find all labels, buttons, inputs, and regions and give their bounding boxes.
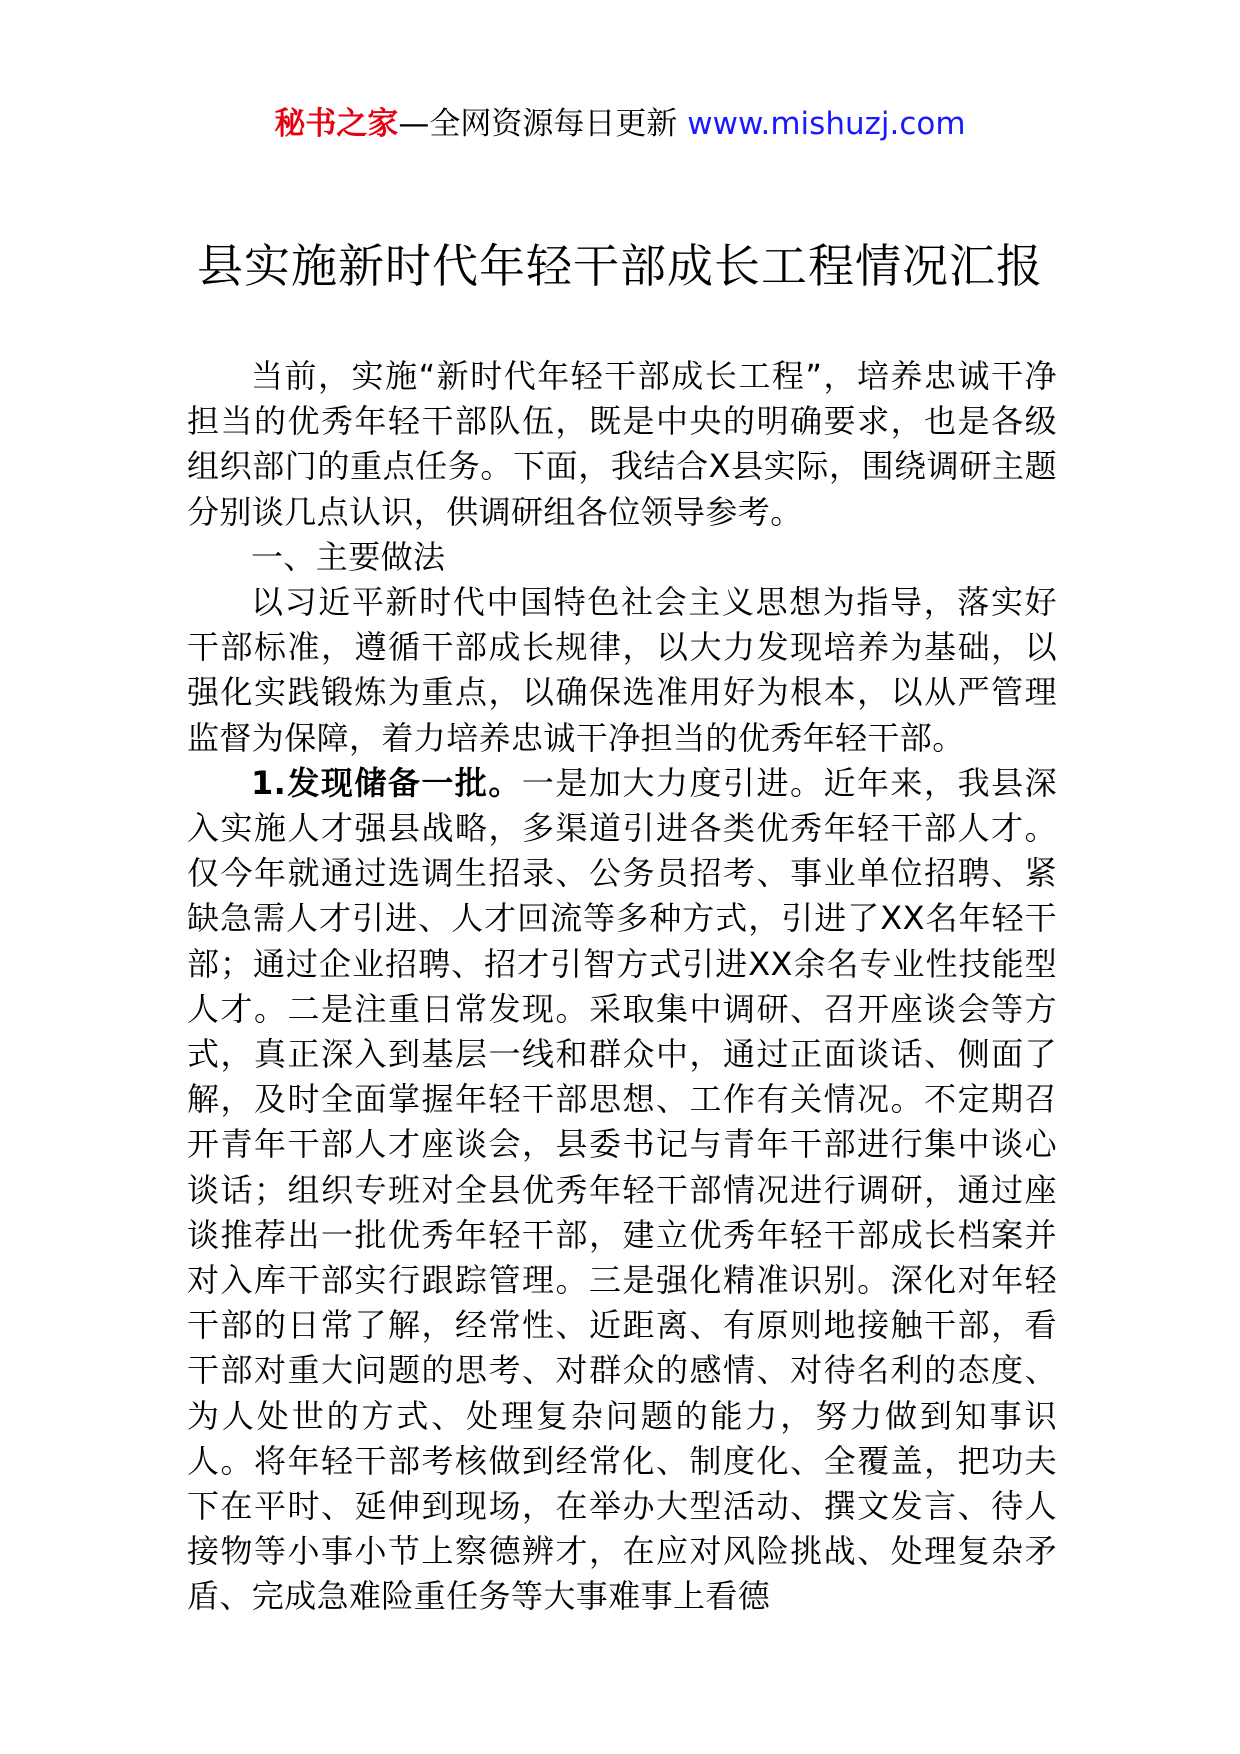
item-body: 一是加大力度引进。近年来，我县深入实施人才强县战略，多渠道引进各类优秀年轻干部人才。仅今年就通过选调生招录、公务员招考、事业单位招聘、紧缺急需人才引进、人才回流等多种方式，引进了XX名年轻干部；通过企业招聘、招才引智方式引进XX余名专业性技能型人才。二是注重日常发现。采取集中调研、召开座谈会等方式，真正深入到基层一线和群众中，通过正面谈话、侧面了解，及时全面掌握年轻干部思想、工作有关情况。不定期召开青年干部人才座谈会，县委书记与青年干部进行集中谈心谈话；组织专班对全县优秀年轻干部情况进行调研，通过座谈推荐出一批优秀年轻干部，建立优秀年轻干部成长档案并对入库干部实行跟踪管理。三是强化精准识别。深化对年轻干部的日常了解，经常性、近距离、有原则地接触干部，看干部对重大问题的思考、对群众的感情、对待名利的态度、为人处世的方式、处理复杂问题的能力，努力做到知事识人。将年轻干部考核做到经常化、制度化、全覆盖，把功夫下在平时、延伸到现场，在举办大型活动、撰文发言、待人接物等小事小节上察德辨才，在应对风险挑战、处理复杂矛盾、完成急难险重任务等大事难事上看德 [187,763,1057,1616]
document-body [187,354,1057,1620]
section-heading: 一、主要做法 [251,537,446,576]
section-summary-paragraph: 以习近平新时代中国特色社会主义思想为指导，落实好干部标准，遵循干部成长规律，以大力发现培养为基础，以强化实践锻炼为重点，以确保选准用好为根本，以从严管理监督为保障，着力培养忠诚干净担当的优秀年轻干部。 [187,583,1057,757]
site-header [0,104,1240,144]
site-brand: 秘书之家 [274,106,399,142]
site-slogan: —全网资源每日更新 [398,106,688,142]
document-title: 县实施新时代年轻干部成长工程情况汇报 [197,239,1043,293]
item-heading: 1.发现储备一批。 [251,763,522,802]
site-url-link[interactable]: www.mishuzj.com [687,106,966,142]
item-paragraph [187,761,1057,1620]
intro-paragraph: 当前，实施“新时代年轻干部成长工程”，培养忠诚干净担当的优秀年轻干部队伍，既是中央的明确要求，也是各级组织部门的重点任务。下面，我结合X县实际，围绕调研主题分别谈几点认识，供调研组各位领导参考。 [187,357,1057,531]
